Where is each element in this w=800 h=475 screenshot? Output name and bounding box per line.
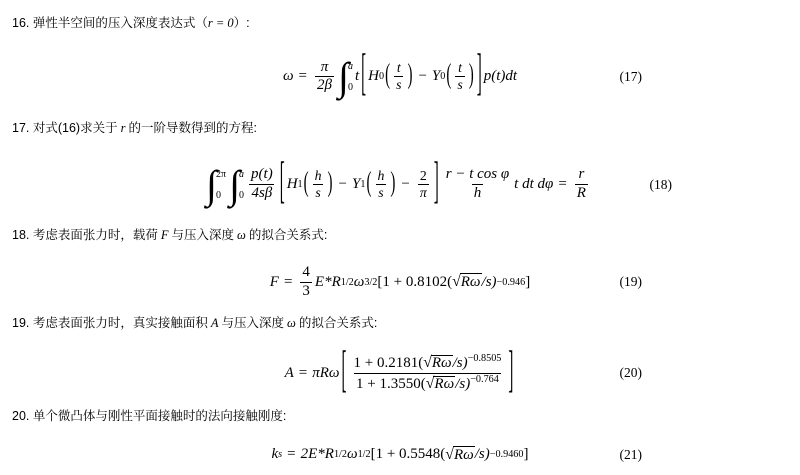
eq18-pressure-fraction (249, 167, 275, 202)
bracket-close-icon: ] (476, 47, 482, 103)
eq18-geometry-fraction (444, 167, 511, 202)
eq21-div: /s) (474, 446, 490, 463)
eq19-exponent: −0.946 (496, 276, 526, 288)
eq17-int-upper: a (347, 61, 353, 73)
eq18-term2: Y (352, 176, 361, 192)
eq21-lhs: k (271, 446, 279, 463)
eq18-int1-lower: 0 (216, 190, 221, 201)
eq21-equals: = (287, 446, 296, 463)
eq18-rhs-num: r (578, 166, 585, 183)
equation-17-number: (17) (619, 68, 642, 84)
eq17-equals: = (298, 68, 307, 85)
eq19-sqrt (452, 273, 481, 291)
eq21-coefficient: 2E*R (300, 446, 334, 463)
eq19-omega: ω (353, 273, 365, 290)
eq20-num-sqrt: Rω (431, 354, 452, 371)
item-19-label-math2: ω (287, 316, 296, 331)
eq20-ratio (352, 354, 504, 393)
eq18-int1-upper: 2π (216, 169, 227, 180)
numbered-item-20 (0, 399, 800, 472)
item-19-label-math: A (210, 316, 219, 331)
eq18-frac2-den: h (473, 185, 482, 201)
eq18-const-den: π (419, 185, 427, 200)
eq17-frac-den: 2β (317, 77, 332, 94)
eq21-exp1: 1/2 (333, 449, 347, 461)
eq17-arg2-den: s (457, 77, 463, 93)
item-18-label-math2: ω (237, 227, 246, 242)
eq20-equals: = (298, 364, 308, 381)
eq18-arg1 (313, 169, 324, 201)
paren-open-icon-2: ( (366, 168, 372, 199)
eq19-coefficient-fraction (300, 265, 312, 300)
eq17-integrand-var: t (354, 68, 360, 85)
item-17-label-math: r (120, 120, 126, 135)
eq18-arg2-den: s (378, 185, 384, 200)
eq20-den-sqrt: Rω (434, 375, 455, 392)
eq21-omega: ω (346, 446, 358, 463)
equation-20-number: (20) (619, 365, 642, 380)
paren-open-icon: ( (385, 60, 391, 91)
eq18-frac1-num: p(t) (251, 166, 273, 183)
eq18-rhs-den: R (576, 185, 586, 201)
bracket-open-icon: [ (341, 344, 347, 399)
item-19-caption (0, 314, 800, 333)
eq17-int-lower: 0 (347, 82, 353, 94)
eq18-int2-lower: 0 (239, 190, 245, 201)
eq21-lhs-sub: s (278, 449, 283, 461)
eq19-bracket-close: ] (525, 273, 531, 290)
item-18-label-mid: 与压入深度 (171, 227, 235, 242)
eq18-arg1-den: s (315, 185, 321, 200)
eq18-equals: = (558, 176, 567, 192)
eq18-rhs-fraction (575, 167, 588, 202)
paren-close-icon-2: ) (390, 168, 396, 199)
eq17-minus: − (418, 68, 427, 85)
eq18-measure: t dt dφ (514, 176, 554, 192)
bracket-open-icon: [ (279, 155, 285, 210)
item-16-label-math: r = 0 (207, 16, 234, 30)
eq20-prefix: πRω (312, 364, 340, 381)
equation-18-row (0, 154, 800, 216)
eq17-lhs: ω (282, 68, 294, 85)
item-20-caption (0, 407, 800, 426)
eq18-const-num: 2 (419, 167, 427, 183)
eq18-constant-fraction (418, 169, 429, 201)
radical-icon: √ (445, 445, 454, 463)
eq19-sqrt-arg: Rω (460, 274, 481, 291)
eq20-num-sqrt-wrap (423, 355, 452, 372)
eq19-modulus-radius: E*R (314, 273, 341, 290)
equation-18-number: (18) (649, 176, 672, 192)
eq18-integral2-limits (239, 170, 244, 199)
radical-icon-den: √ (425, 374, 435, 392)
eq19-lhs: F (269, 273, 279, 290)
radical-icon: √ (452, 273, 461, 291)
eq17-term1: H (368, 68, 379, 85)
numbered-item-18 (0, 216, 800, 307)
item-20-label: 20. 单个微凸体与刚性平面接触时的法向接触刚度: (12, 409, 287, 423)
equation-21-number: (21) (619, 446, 642, 462)
eq17-arg1-den: s (396, 77, 402, 93)
eq20-num-lead: 1 + 0.2181( (353, 354, 424, 371)
paren-close-icon-2: ) (468, 60, 474, 91)
equation-17-row (0, 47, 800, 107)
eq19-bracket-open: [1 + 0.8102( (377, 273, 453, 290)
item-19-label: 19. 考虑表面张力时，真实接触面积 (12, 316, 208, 331)
eq20-den-div: /s) (455, 375, 471, 392)
equation-18 (205, 155, 591, 210)
eq18-minus-1: − (338, 176, 348, 192)
eq17-arg2 (455, 61, 464, 93)
eq18-int2-upper: a (239, 169, 245, 180)
equation-17 (282, 47, 518, 103)
eq20-den-lead: 1 + 1.3550( (356, 375, 426, 392)
eq19-equals: = (283, 273, 293, 290)
bracket-close-icon: ] (433, 155, 439, 210)
eq20-num-div: /s) (452, 354, 468, 371)
numbered-item-17 (0, 107, 800, 216)
eq20-den-exp: −0.764 (470, 373, 499, 385)
eq17-arg2-num: t (458, 59, 462, 75)
eq19-omega-exp: 3/2 (364, 276, 378, 288)
eq18-arg1-num: h (314, 167, 322, 183)
paren-close-icon: ) (407, 60, 413, 91)
eq20-den-sqrt-wrap (426, 376, 455, 393)
eq18-arg2 (375, 169, 386, 201)
eq18-minus-2: − (401, 176, 410, 192)
item-16-caption (0, 14, 800, 33)
item-18-label-math: F (160, 227, 169, 242)
eq20-numerator (352, 354, 504, 373)
eq21-bracket-close: ] (523, 446, 529, 463)
item-19-label-mid: 与压入深度 (221, 316, 285, 331)
eq18-term2-sub: 1 (360, 179, 366, 190)
eq21-sqrt (445, 446, 474, 464)
equation-19-number: (19) (619, 274, 642, 290)
eq18-term1: H (286, 176, 298, 192)
item-16-label-tail: ）: (233, 16, 250, 30)
eq17-measure: p(t)dt (483, 68, 518, 85)
eq18-arg2-num: h (377, 167, 385, 183)
eq18-term1-sub: 1 (297, 179, 303, 190)
integral-icon-inner: ∫ (229, 161, 241, 207)
eq18-integral1-limits (216, 170, 226, 199)
item-18-label-tail: 的拟合关系式: (248, 227, 328, 242)
bracket-open-icon: [ (361, 47, 367, 103)
equation-20-row (0, 344, 800, 399)
eq20-lhs: A (284, 364, 294, 381)
eq20-num-exp: −0.8505 (467, 352, 502, 364)
eq18-frac2-num: r − t cos φ (445, 166, 510, 183)
integral-icon: ∫ (337, 53, 349, 99)
item-18-caption (0, 226, 800, 245)
eq19-div: /s) (481, 273, 497, 290)
item-19-label-tail: 的拟合关系式: (298, 316, 378, 331)
numbered-item-16 (0, 0, 800, 107)
equation-19-row (0, 258, 800, 306)
eq17-term2-sub: 0 (440, 71, 446, 83)
item-17-label: 17. 对式(16)求关于 (12, 120, 118, 135)
eq21-bracket-open: [1 + 0.5548( (370, 446, 446, 463)
integral-icon-outer: ∫ (206, 161, 217, 207)
item-17-label-tail: 的一阶导数得到的方程: (128, 120, 257, 135)
radical-icon-num: √ (423, 353, 432, 371)
eq17-arg1-num: t (396, 59, 401, 75)
eq18-frac1-den: 4sβ (251, 185, 273, 201)
equation-21 (272, 446, 529, 464)
equation-21-row (0, 438, 800, 472)
eq20-denominator (354, 373, 501, 393)
bracket-close-icon: ] (508, 344, 514, 399)
eq17-integral-limits (347, 61, 353, 94)
eq21-sqrt-arg: Rω (453, 446, 474, 463)
eq17-arg1 (394, 61, 403, 93)
eq21-omega-exp: 1/2 (357, 449, 371, 461)
eq19-frac-num: 4 (302, 264, 310, 280)
item-17-caption (0, 119, 800, 138)
eq17-term1-sub: 0 (378, 71, 385, 83)
paren-open-icon: ( (303, 168, 309, 199)
paren-open-icon-2: ( (446, 60, 452, 91)
numbered-item-19 (0, 306, 800, 399)
equation-19 (270, 265, 530, 300)
eq19-frac-den: 3 (302, 282, 310, 299)
eq21-exponent: −0.9460 (489, 449, 524, 461)
item-16-label: 16. 弹性半空间的压入深度表达式（ (12, 16, 208, 30)
paren-close-icon: ) (327, 168, 333, 199)
eq19-exp1: 1/2 (340, 276, 354, 288)
eq17-frac-num: π (320, 58, 329, 75)
eq17-coefficient-fraction (315, 60, 334, 95)
equation-20 (284, 344, 516, 399)
eq17-term2: Y (431, 68, 441, 85)
item-18-label: 18. 考虑表面张力时，载荷 (12, 227, 158, 242)
